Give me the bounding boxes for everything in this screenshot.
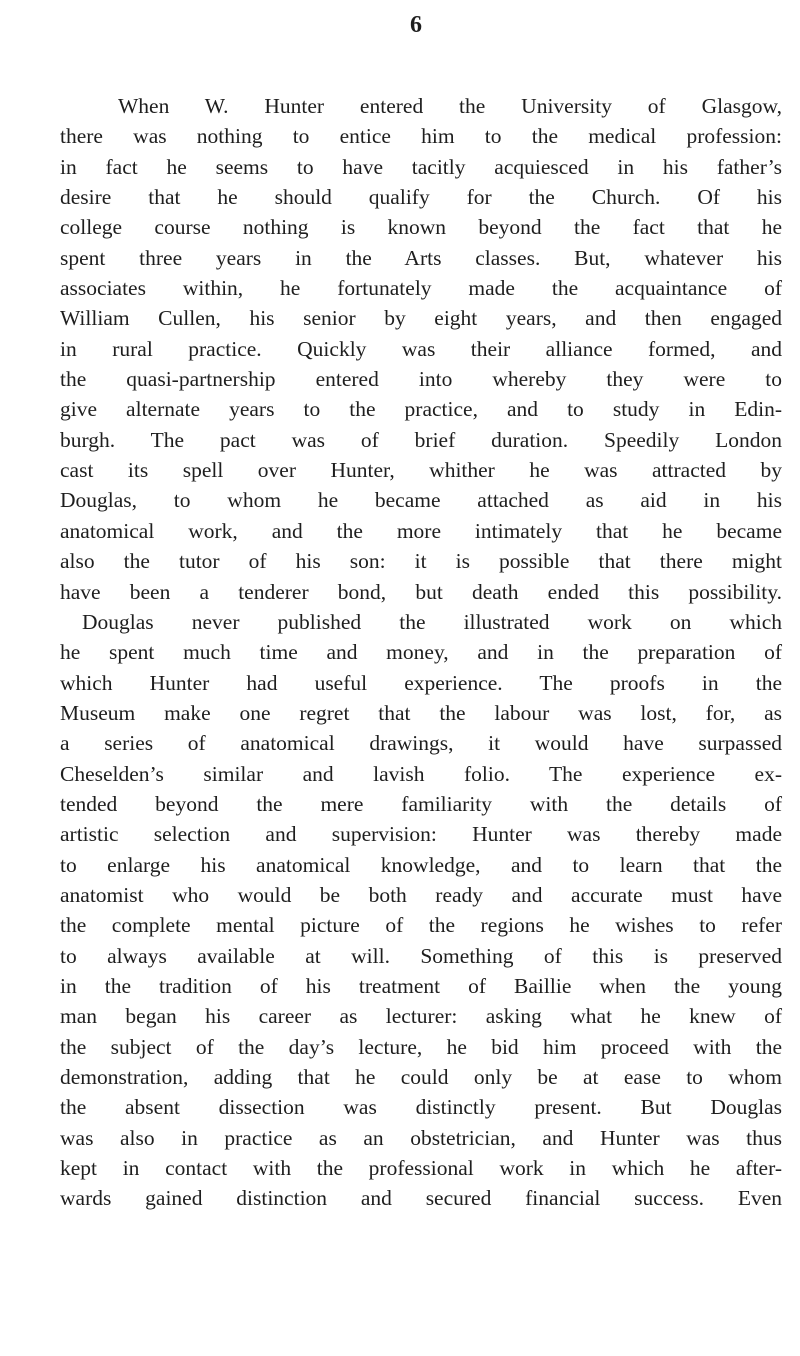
text-line: Museum make one regret that the labour was lost, for, as [60, 700, 782, 725]
text-line: anatomical work, and the more intimately that he became [60, 518, 782, 543]
text-line: kept in contact with the professional work in which he after- [60, 1156, 782, 1181]
text-line: he spent much time and money, and in the preparation of [60, 640, 782, 665]
text-line: burgh. The pact was of brief duration. Speedily London [60, 427, 782, 452]
text-line: college course nothing is known beyond the fact that he [60, 215, 782, 240]
text-line: the absent dissection was distinctly present. But Douglas [60, 1095, 782, 1120]
text-line: Douglas, to whom he became attached as aid in his [60, 488, 782, 513]
text-line: Douglas never published the illustrated work on which [82, 609, 782, 634]
text-line: cast its spell over Hunter, whither he was attracted by [60, 458, 782, 483]
text-line: wards gained distinction and secured financial success. Even [60, 1186, 782, 1211]
text-line: there was nothing to entice him to the medical profession: [60, 124, 782, 149]
page-number: 6 [410, 12, 422, 38]
text-line: the quasi-partnership entered into whereby they were to [60, 367, 782, 392]
text-line: was also in practice as an obstetrician, and Hunter was thus [60, 1125, 782, 1150]
text-line: also the tutor of his son: it is possible that there might [60, 549, 782, 574]
text-line: anatomist who would be both ready and accurate must have [60, 882, 782, 907]
text-line: to enlarge his anatomical knowledge, and to learn that the [60, 852, 782, 877]
text-line: in fact he seems to have tacitly acquiesced in his father’s [60, 154, 782, 179]
text-line: associates within, he fortunately made the acquaintance of [60, 276, 782, 301]
text-line: the complete mental picture of the regions he wishes to refer [60, 913, 782, 938]
text-line: have been a tenderer bond, but death ended this possibility. [60, 579, 782, 604]
text-line: man began his career as lecturer: asking what he knew of [60, 1004, 782, 1029]
text-line: in the tradition of his treatment of Baillie when the young [60, 973, 782, 998]
text-line: William Cullen, his senior by eight years, and then engaged [60, 306, 782, 331]
text-line: in rural practice. Quickly was their alliance formed, and [60, 336, 782, 361]
text-line: When W. Hunter entered the University of Glasgow, [118, 94, 782, 118]
text-line: spent three years in the Arts classes. But, whatever his [60, 245, 782, 270]
text-line: give alternate years to the practice, and to study in Edin- [60, 397, 782, 422]
text-line: tended beyond the mere familiarity with the details of [60, 791, 782, 816]
text-line: a series of anatomical drawings, it would have surpassed [60, 731, 782, 756]
text-line: to always available at will. Something of this is preserved [60, 943, 782, 968]
text-line: which Hunter had useful experience. The proofs in the [60, 670, 782, 695]
body-text [60, 91, 782, 1214]
text-line: demonstration, adding that he could only be at ease to whom [60, 1065, 782, 1089]
text-line: the subject of the day’s lecture, he bid him proceed with the [60, 1034, 782, 1059]
text-line: desire that he should qualify for the Church. Of his [60, 185, 782, 210]
text-line: Cheselden’s similar and lavish folio. The experience ex- [60, 761, 782, 786]
text-line: artistic selection and supervision: Hunter was thereby made [60, 822, 782, 847]
